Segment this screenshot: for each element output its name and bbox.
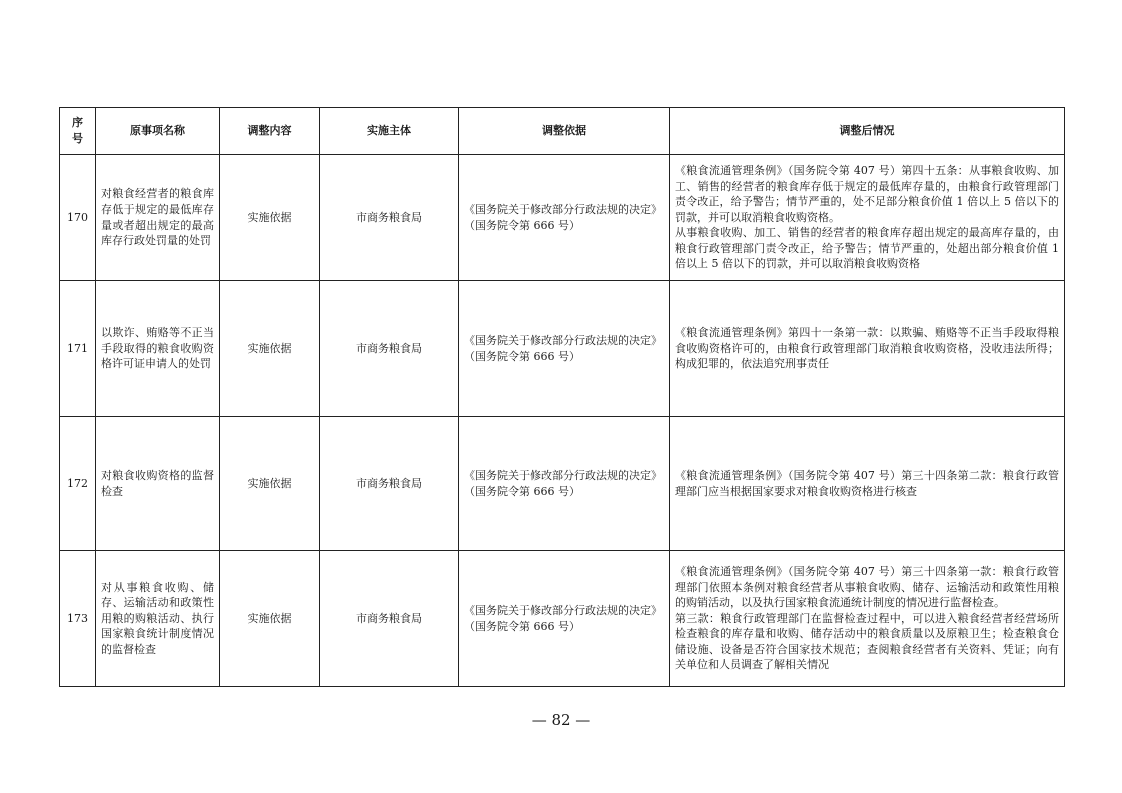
table-row [60, 281, 1065, 417]
row-seq: 170 [60, 155, 96, 281]
table-row [60, 417, 1065, 551]
row-after-paragraph: 《粮食流通管理条例》第四十一条第一款：以欺骗、贿赂等不正当手段取得粮食收购资格许可的，由粮食行政管理部门取消粮食收购资格，没收违法所得；构成犯罪的，依法追究刑事责任 [675, 326, 1059, 371]
row-basis: 《国务院关于修改部分行政法规的决定》（国务院令第 666 号） [459, 551, 670, 687]
header-seq [60, 108, 96, 155]
row-adjustment: 实施依据 [220, 417, 320, 551]
header-after: 调整后情况 [670, 108, 1065, 155]
row-after-paragraph: 《粮食流通管理条例》（国务院令第 407 号）第四十五条：从事粮食收购、加工、销售的经营者的粮食库存低于规定的最低库存量的，由粮食行政管理部门责令改正，给予警告；情节严重的，处不足部分粮食价值 1 倍以上 5 倍以下的罚款，并可以取消粮食收购资格。 [675, 163, 1059, 224]
row-adjustment: 实施依据 [220, 551, 320, 687]
row-basis: 《国务院关于修改部分行政法规的决定》（国务院令第 666 号） [459, 417, 670, 551]
row-authority: 市商务粮食局 [320, 417, 459, 551]
page-number: — 82 — [531, 711, 591, 729]
row-seq: 173 [60, 551, 96, 687]
table-header-row [60, 108, 1065, 155]
row-after [670, 551, 1065, 687]
row-original-item: 对粮食经营者的粮食库存低于规定的最低库存量或者超出规定的最高库存行政处罚量的处罚 [96, 155, 220, 281]
row-after [670, 417, 1065, 551]
row-after-paragraph: 第三款：粮食行政管理部门在监督检查过程中，可以进入粮食经营者经营场所检查粮食的库存量和收购、储存活动中的粮食质量以及原粮卫生；检查粮食仓储设施、设备是否符合国家技术规范；查阅粮食经营者有关资料、凭证；向有关单位和人员调查了解相关情况 [675, 611, 1059, 672]
row-seq: 172 [60, 417, 96, 551]
row-basis: 《国务院关于修改部分行政法规的决定》（国务院令第 666 号） [459, 155, 670, 281]
row-authority: 市商务粮食局 [320, 551, 459, 687]
row-adjustment: 实施依据 [220, 155, 320, 281]
adjustment-table [59, 107, 1065, 687]
row-adjustment: 实施依据 [220, 281, 320, 417]
row-after-paragraph: 《粮食流通管理条例》（国务院令第 407 号）第三十四条第二款：粮食行政管理部门应当根据国家要求对粮食收购资格进行核查 [675, 468, 1059, 498]
header-seq-label: 序号 [72, 116, 83, 145]
header-original-item: 原事项名称 [96, 108, 220, 155]
header-basis: 调整依据 [459, 108, 670, 155]
row-after [670, 155, 1065, 281]
row-authority: 市商务粮食局 [320, 155, 459, 281]
row-after [670, 281, 1065, 417]
header-authority: 实施主体 [320, 108, 459, 155]
row-seq: 171 [60, 281, 96, 417]
row-basis: 《国务院关于修改部分行政法规的决定》（国务院令第 666 号） [459, 281, 670, 417]
row-original-item: 以欺诈、贿赂等不正当手段取得的粮食收购资格许可证申请人的处罚 [96, 281, 220, 417]
row-authority: 市商务粮食局 [320, 281, 459, 417]
table-row [60, 551, 1065, 687]
row-after-paragraph: 《粮食流通管理条例》（国务院令第 407 号）第三十四条第一款：粮食行政管理部门依照本条例对粮食经营者从事粮食收购、储存、运输活动和政策性用粮的购销活动，以及执行国家粮食流通统计制度的情况进行监督检查。 [675, 564, 1059, 610]
header-adjustment: 调整内容 [220, 108, 320, 155]
row-original-item: 对粮食收购资格的监督检查 [96, 417, 220, 551]
table-row [60, 155, 1065, 281]
row-after-paragraph: 从事粮食收购、加工、销售的经营者的粮食库存超出规定的最高库存量的，由粮食行政管理部门责令改正，给予警告；情节严重的，处超出部分粮食价值 1 倍以上 5 倍以下的罚款，并可以取消粮食收购资格 [675, 226, 1059, 271]
row-original-item: 对从事粮食收购、储存、运输活动和政策性用粮的购粮活动、执行国家粮食统计制度情况的监督检查 [96, 551, 220, 687]
